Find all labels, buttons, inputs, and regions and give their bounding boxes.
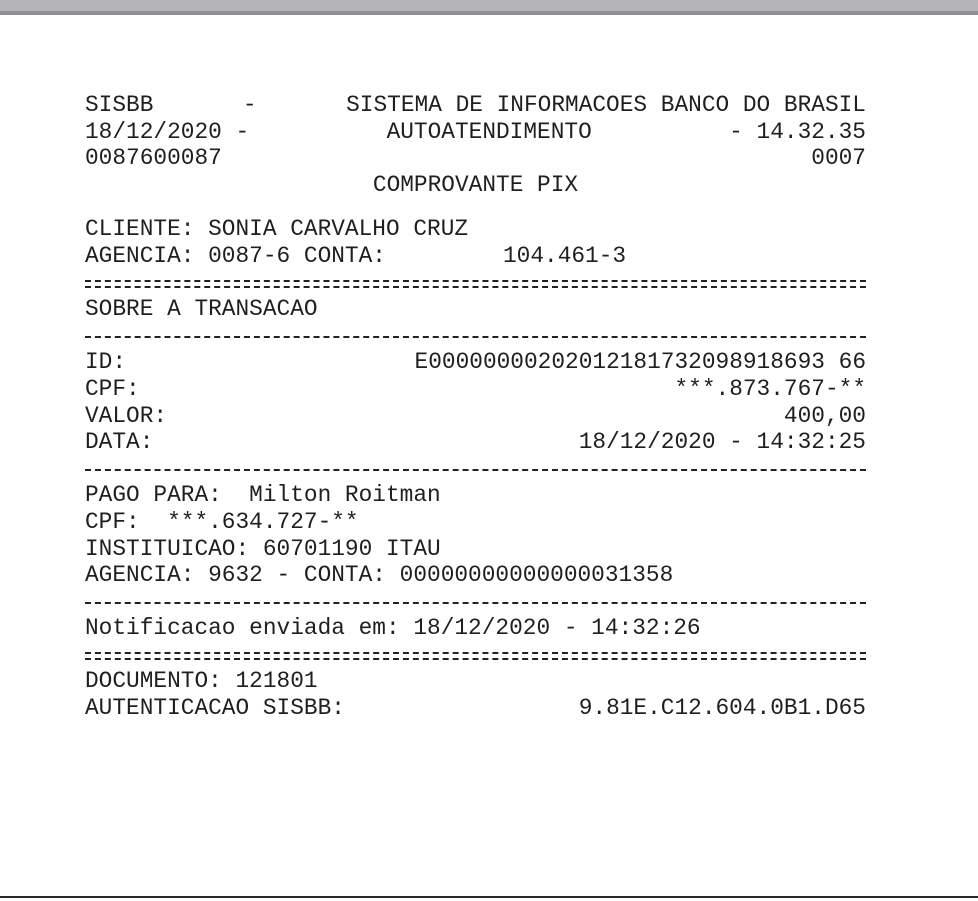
autenticacao-label: AUTENTICACAO SISBB: <box>85 695 345 722</box>
single-separator <box>85 589 866 616</box>
pago-para-name: PAGO PARA: Milton Roitman <box>85 482 441 509</box>
cpf-value: ***.873.767-** <box>674 375 866 402</box>
header-line-3 <box>85 145 866 172</box>
documento: DOCUMENTO: 121801 <box>85 668 318 695</box>
agencia-label: AGENCIA: 0087-6 CONTA: <box>85 242 386 269</box>
sequence-number: 0007 <box>811 145 866 172</box>
id-value: E00000000202012181732098918693 66 <box>414 349 866 376</box>
valor-label: VALOR: <box>85 402 168 429</box>
conta-value: 104.461-3 <box>502 242 627 269</box>
autenticacao-line <box>85 695 866 722</box>
cliente-line <box>85 216 866 243</box>
double-separator <box>85 270 866 297</box>
pago-cpf: CPF: ***.634.727-** <box>85 508 359 535</box>
terminal-number: 0087600087 <box>85 145 222 172</box>
header-line-2 <box>85 119 866 146</box>
header-mode: AUTOATENDIMENTO <box>386 118 592 145</box>
id-line <box>85 349 866 376</box>
notificacao-line <box>85 615 866 642</box>
single-separator <box>85 323 866 350</box>
pago-cpf-line <box>85 509 866 536</box>
system-name: SISTEMA DE INFORMACOES BANCO DO BRASIL <box>346 92 866 118</box>
valor-line <box>85 403 866 430</box>
section-title-text: SOBRE A TRANSACAO <box>85 296 318 323</box>
window-top-bar <box>0 0 978 15</box>
documento-line <box>85 668 866 695</box>
bottom-border <box>0 896 978 898</box>
pago-agencia: AGENCIA: 9632 - CONTA: 00000000000000031358 <box>85 562 674 589</box>
pago-para-line <box>85 482 866 509</box>
double-separator <box>85 642 866 669</box>
cpf-line <box>85 376 866 403</box>
header-line-1 <box>85 92 866 119</box>
autenticacao-value: 9.81E.C12.604.0B1.D65 <box>578 695 866 722</box>
data-line <box>85 429 866 456</box>
data-value: 18/12/2020 - 14:32:25 <box>578 429 866 456</box>
single-separator <box>85 456 866 483</box>
cliente-name: CLIENTE: SONIA CARVALHO CRUZ <box>85 216 469 243</box>
cpf-label: CPF: <box>85 375 140 402</box>
receipt-title: COMPROVANTE PIX <box>372 171 579 198</box>
instituicao: INSTITUICAO: 60701190 ITAU <box>85 535 441 562</box>
header-dash: - <box>242 92 257 118</box>
header-time: - 14.32.35 <box>729 118 866 145</box>
header-date: 18/12/2020 - <box>85 118 250 145</box>
pix-receipt <box>85 92 866 722</box>
data-label: DATA: <box>85 429 154 456</box>
agencia-conta-line <box>85 243 866 270</box>
system-code: SISBB <box>85 92 154 118</box>
valor-value: 400,00 <box>783 402 866 429</box>
instituicao-line <box>85 536 866 563</box>
section-title <box>85 296 866 323</box>
id-label: ID: <box>85 349 127 376</box>
notificacao: Notificacao enviada em: 18/12/2020 - 14:32:26 <box>85 615 701 642</box>
pago-agencia-line <box>85 562 866 589</box>
